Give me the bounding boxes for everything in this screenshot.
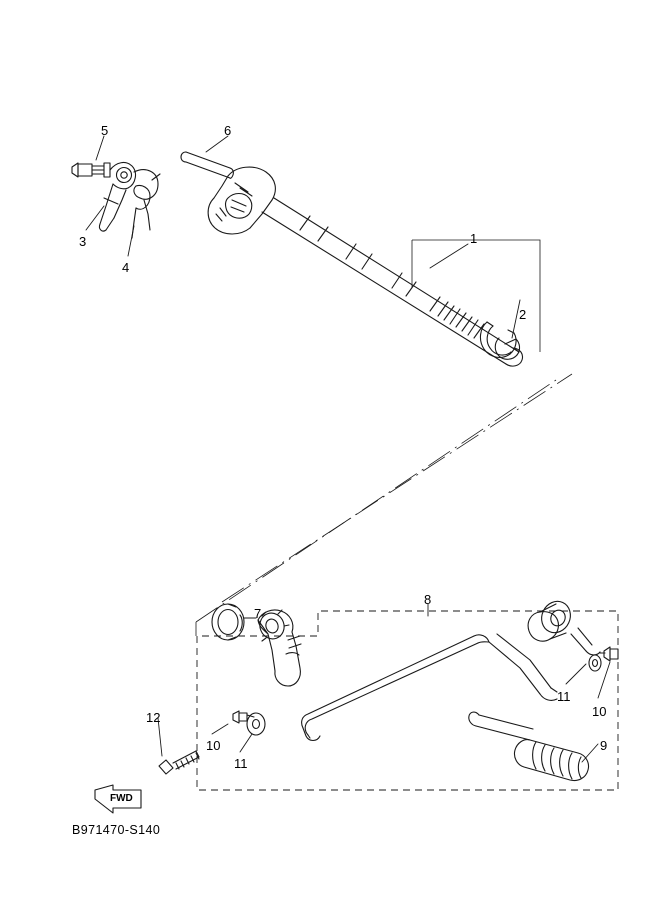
callout-9: 9 (600, 738, 608, 753)
callout-1: 1 (470, 231, 478, 246)
callout-11-right: 11 (557, 689, 571, 704)
callout-10-right: 10 (592, 704, 607, 719)
part-8-shift-pedal-assembly (256, 597, 600, 741)
callout-7: 7 (254, 606, 262, 621)
leader-11-right (566, 664, 586, 684)
callout-3: 3 (79, 234, 87, 249)
callout-6: 6 (224, 123, 232, 138)
part-12-screw (159, 751, 199, 774)
part-7-oil-seal (212, 604, 244, 640)
part-code: B971470-S140 (72, 823, 161, 837)
leader-4 (128, 226, 134, 256)
fwd-label: FWD (110, 793, 133, 804)
part-6-pin (181, 152, 233, 178)
callout-5: 5 (101, 123, 109, 138)
part-4-spring (132, 170, 160, 238)
leader-10-left (212, 724, 228, 734)
part-11-washer-right (589, 655, 601, 671)
item-8-boundary-box (197, 611, 618, 790)
callout-12: 12 (146, 710, 161, 725)
part-1-shift-shaft (208, 167, 522, 366)
callout-10-left: 10 (206, 738, 221, 753)
part-9-pedal-rubber (514, 740, 588, 781)
leader-1 (430, 244, 468, 268)
leader-3 (86, 206, 104, 230)
callout-4: 4 (122, 260, 130, 275)
callout-8: 8 (424, 592, 432, 607)
leader-11-left (240, 734, 252, 752)
part-5-bolt (72, 163, 110, 177)
leader-5 (96, 136, 104, 160)
leader-6 (206, 136, 228, 152)
leader-9 (582, 744, 598, 762)
part-10-bolt-right (600, 647, 618, 661)
callout-2: 2 (519, 307, 527, 322)
callout-11-left: 11 (234, 756, 248, 771)
projection-lines (196, 374, 572, 636)
part-3-stopper-lever (99, 163, 135, 232)
part-10-bolt-left (233, 711, 254, 723)
